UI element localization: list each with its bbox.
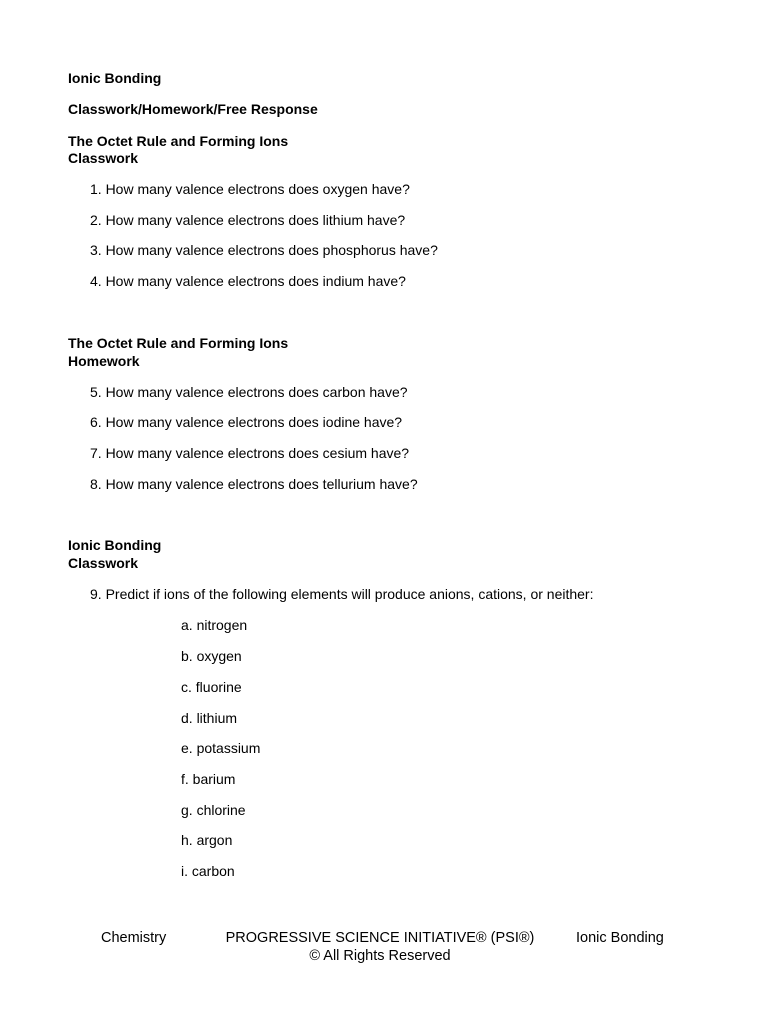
question: 9. Predict if ions of the following elements will produce anions, cations, or neither: bbox=[90, 586, 594, 602]
list-item: f. barium bbox=[181, 771, 236, 787]
section-subtitle: Homework bbox=[68, 353, 140, 369]
doc-title: Ionic Bonding bbox=[68, 70, 162, 86]
list-item: h. argon bbox=[181, 832, 233, 848]
footer-center-line2: © All Rights Reserved bbox=[309, 948, 451, 964]
footer-left: Chemistry bbox=[101, 930, 167, 946]
list-item: g. chlorine bbox=[181, 802, 246, 818]
doc-subtitle: Classwork/Homework/Free Response bbox=[68, 101, 318, 117]
section-title: Ionic Bonding bbox=[68, 537, 162, 553]
section-subtitle: Classwork bbox=[68, 555, 139, 571]
section-title: The Octet Rule and Forming Ions bbox=[68, 133, 289, 149]
question: 4. How many valence electrons does indium have? bbox=[90, 273, 406, 289]
question: 8. How many valence electrons does tellurium have? bbox=[90, 476, 418, 492]
section-title: The Octet Rule and Forming Ions bbox=[68, 335, 289, 351]
question: 2. How many valence electrons does lithium have? bbox=[90, 212, 406, 228]
question: 6. How many valence electrons does iodine have? bbox=[90, 414, 403, 430]
list-item: e. potassium bbox=[181, 740, 261, 756]
list-item: b. oxygen bbox=[181, 648, 242, 664]
question: 5. How many valence electrons does carbon have? bbox=[90, 384, 408, 400]
question: 1. How many valence electrons does oxygen have? bbox=[90, 181, 410, 197]
list-item: c. fluorine bbox=[181, 679, 242, 695]
footer-right: Ionic Bonding bbox=[576, 930, 664, 946]
question: 7. How many valence electrons does cesium have? bbox=[90, 445, 410, 461]
footer-center-line1: PROGRESSIVE SCIENCE INITIATIVE® (PSI®) bbox=[225, 930, 535, 946]
list-item: a. nitrogen bbox=[181, 617, 248, 633]
section-subtitle: Classwork bbox=[68, 150, 139, 166]
question: 3. How many valence electrons does phosphorus have? bbox=[90, 242, 438, 258]
list-item: d. lithium bbox=[181, 710, 238, 726]
list-item: i. carbon bbox=[181, 863, 235, 879]
